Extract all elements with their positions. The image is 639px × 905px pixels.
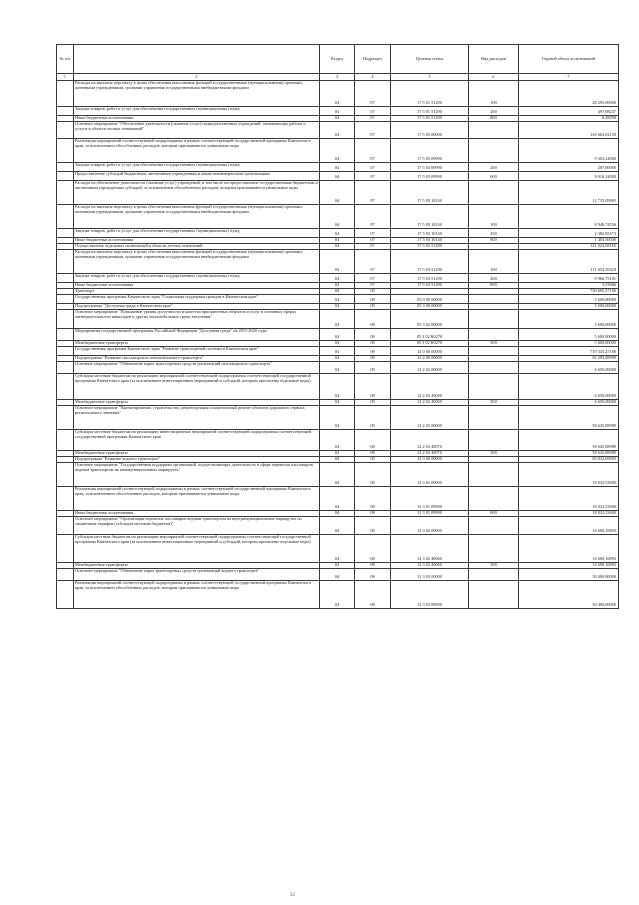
row-vid — [469, 139, 519, 163]
table-row — [57, 374, 619, 400]
row-name: Закупка товаров, работ и услуг для обеспечения государственных (муниципальных) нужд — [74, 163, 320, 172]
row-celevaya: 17 5 03 51290 — [391, 283, 469, 289]
row-name: Основное мероприятие "Обновление парка транспортных средств организаций пассажирского транспорта" — [74, 362, 320, 374]
row-num — [57, 487, 74, 511]
row-sum: 111 654,39318 — [519, 250, 619, 274]
row-num — [57, 310, 74, 329]
row-vid: 200 — [469, 163, 519, 172]
row-num — [57, 463, 74, 487]
row-celevaya: 05 3 02 00000 — [391, 310, 469, 329]
row-podrazdel: 07 — [355, 205, 391, 229]
row-celevaya: 17 5 03 09990 — [391, 172, 469, 181]
row-celevaya: 17 5 03 00000 — [391, 122, 469, 139]
row-name: Субсидии местным бюджетам на реализацию мероприятий соответствующей подпрограммы соответствующей государственной программы Камчатского края (за исключением инвестиционных мероприятий и субсидий, которым присвоены отдельные коды) — [74, 535, 320, 563]
table-row — [57, 406, 619, 430]
row-celevaya: 17 5 03 10140 — [391, 181, 469, 205]
row-celevaya: 17 5 01 51290 — [391, 107, 469, 116]
row-name: Мероприятия государственной программы Российской Федерации "Доступная среда" на 2011-2020 годы — [74, 329, 320, 341]
row-num — [57, 581, 74, 609]
row-name: Осуществление отдельных полномочий в области лесных отношений — [74, 244, 320, 250]
row-vid: 200 — [469, 229, 519, 238]
row-razdel: 04 — [320, 289, 355, 295]
row-celevaya: 17 5 03 51290 — [391, 250, 469, 274]
row-vid: 800 — [469, 116, 519, 122]
row-podrazdel: 08 — [355, 517, 391, 535]
row-podrazdel: 08 — [355, 563, 391, 569]
row-celevaya: 17 5 01 51290 — [391, 116, 469, 122]
table-row — [57, 163, 619, 172]
header-obem: Годовой объем ассигнований — [519, 45, 619, 74]
column-number-row — [57, 74, 619, 81]
table-row — [57, 181, 619, 205]
row-razdel: 04 — [320, 329, 355, 341]
row-celevaya: 12 2 03 40070 — [391, 451, 469, 457]
row-celevaya: 17 5 03 10140 — [391, 238, 469, 244]
row-vid — [469, 430, 519, 451]
row-podrazdel: 07 — [355, 181, 391, 205]
row-razdel: 04 — [320, 229, 355, 238]
table-row — [57, 487, 619, 511]
row-vid: 100 — [469, 250, 519, 274]
row-celevaya: 12 2 03 40070 — [391, 430, 469, 451]
table-row — [57, 581, 619, 609]
row-vid — [469, 517, 519, 535]
row-sum: 65 295,88989 — [519, 356, 619, 362]
row-sum: 5 600,00000 — [519, 295, 619, 304]
row-num — [57, 163, 74, 172]
row-razdel: 04 — [320, 581, 355, 609]
row-num — [57, 535, 74, 563]
row-sum: 8 948,74556 — [519, 205, 619, 229]
row-razdel: 04 — [320, 535, 355, 563]
row-num — [57, 329, 74, 341]
row-sum: 6 650,00000 — [519, 400, 619, 406]
row-sum: 28 295,90000 — [519, 81, 619, 107]
row-razdel: 04 — [320, 362, 355, 374]
row-razdel: 04 — [320, 205, 355, 229]
table-row — [57, 229, 619, 238]
row-celevaya: 05 3 02 R0270 — [391, 329, 469, 341]
row-podrazdel: 08 — [355, 451, 391, 457]
row-vid: 500 — [469, 563, 519, 569]
row-vid — [469, 310, 519, 329]
row-name: Иные бюджетные ассигнования — [74, 283, 320, 289]
table-row — [57, 274, 619, 283]
row-razdel: 04 — [320, 295, 355, 304]
row-podrazdel: 08 — [355, 457, 391, 463]
table-header-row — [57, 45, 619, 74]
row-podrazdel: 08 — [355, 362, 391, 374]
row-sum: 2 382,85373 — [519, 229, 619, 238]
row-razdel: 04 — [320, 172, 355, 181]
row-razdel: 04 — [320, 374, 355, 400]
row-celevaya: 12 2 02 40060 — [391, 400, 469, 406]
row-sum: 5 600,00000 — [519, 329, 619, 341]
row-podrazdel: 08 — [355, 347, 391, 356]
row-celevaya: 12 3 01 09990 — [391, 487, 469, 511]
row-celevaya: 12 3 00 00000 — [391, 457, 469, 463]
table-row — [57, 463, 619, 487]
row-podrazdel: 08 — [355, 487, 391, 511]
row-razdel: 04 — [320, 181, 355, 205]
row-name: Транспорт — [74, 289, 320, 295]
row-sum: 1 403,50036 — [519, 238, 619, 244]
table-row — [57, 172, 619, 181]
row-vid — [469, 295, 519, 304]
row-podrazdel: 07 — [355, 107, 391, 116]
header-podrazdel: Подраздел — [355, 45, 391, 74]
row-num — [57, 362, 74, 374]
row-vid — [469, 122, 519, 139]
row-razdel: 04 — [320, 341, 355, 347]
row-num — [57, 295, 74, 304]
row-name: Реализация мероприятий соответствующей подпрограммы в рамках соответствующей государственной программы Камчатского края, за исключением обособленных расходов, которым присваиваются уникальные коды — [74, 581, 320, 609]
row-vid — [469, 329, 519, 341]
row-num — [57, 139, 74, 163]
table-row — [57, 122, 619, 139]
budget-table — [56, 44, 619, 609]
row-razdel: 04 — [320, 116, 355, 122]
row-sum: 497,08237 — [519, 107, 619, 116]
row-celevaya: 12 3 02 40060 — [391, 563, 469, 569]
row-vid — [469, 347, 519, 356]
row-podrazdel: 08 — [355, 341, 391, 347]
row-razdel: 04 — [320, 107, 355, 116]
row-razdel: 04 — [320, 274, 355, 283]
row-num — [57, 229, 74, 238]
row-sum: 9 016,24000 — [519, 172, 619, 181]
row-celevaya: 12 2 00 00000 — [391, 356, 469, 362]
row-razdel: 04 — [320, 569, 355, 581]
row-celevaya: 17 5 03 51290 — [391, 244, 469, 250]
row-name: Субсидии местным бюджетам на реализацию мероприятий соответствующей подпрограммы соответствующей государственной программы Камчатского края (за исключением инвестиционных мероприятий и субсидий, которым присвоены отдельные коды) — [74, 374, 320, 400]
row-podrazdel: 07 — [355, 139, 391, 163]
row-name: Закупка товаров, работ и услуг для обеспечения государственных (муниципальных) нужд — [74, 229, 320, 238]
row-celevaya: 12 2 02 00000 — [391, 362, 469, 374]
header-vid: Вид расходов — [469, 45, 519, 74]
row-num — [57, 274, 74, 283]
row-razdel: 04 — [320, 430, 355, 451]
row-num — [57, 205, 74, 229]
row-vid — [469, 535, 519, 563]
row-podrazdel: 07 — [355, 122, 391, 139]
row-name: Межбюджетные трансферты — [74, 451, 320, 457]
row-podrazdel: 08 — [355, 581, 391, 609]
row-vid: 100 — [469, 205, 519, 229]
table-row — [57, 107, 619, 116]
row-num — [57, 250, 74, 274]
row-razdel: 04 — [320, 244, 355, 250]
row-celevaya: 17 5 03 10140 — [391, 229, 469, 238]
row-celevaya: 17 5 01 51290 — [391, 81, 469, 107]
row-sum: 143 663,02150 — [519, 122, 619, 139]
row-celevaya: 12 2 03 00000 — [391, 406, 469, 430]
row-podrazdel: 08 — [355, 430, 391, 451]
row-name: Расходы на обеспечение деятельности (оказание услуг) учреждений, в том числе на предоставление государственным бюджетным и автономным учреждениям субсидий, за исключением обособленных расходов, которым присваиваются уникальные коды — [74, 181, 320, 205]
table-row — [57, 569, 619, 581]
row-razdel: 04 — [320, 451, 355, 457]
row-podrazdel: 07 — [355, 250, 391, 274]
row-sum: 83 032,69893 — [519, 457, 619, 463]
row-celevaya: 05 3 02 R0270 — [391, 341, 469, 347]
row-sum: 18 032,53000 — [519, 511, 619, 517]
row-vid: 800 — [469, 238, 519, 244]
row-num — [57, 406, 74, 430]
row-podrazdel: 08 — [355, 295, 391, 304]
col-number: 3 — [320, 74, 355, 81]
row-name: Основное мероприятие "Организация перевозок пассажиров водным транспортом на внутримуниципальных маршрутах по сниженным тарифам (субсидии местным бюджетам)" — [74, 517, 320, 535]
row-podrazdel: 08 — [355, 535, 391, 563]
row-celevaya: 05 3 00 00000 — [391, 304, 469, 310]
table-row — [57, 329, 619, 341]
row-name: Закупка товаров, работ и услуг для обеспечения государственных (муниципальных) нужд — [74, 107, 320, 116]
row-podrazdel: 08 — [355, 406, 391, 430]
row-razdel: 04 — [320, 81, 355, 107]
row-num — [57, 172, 74, 181]
row-podrazdel: 08 — [355, 310, 391, 329]
table-row — [57, 139, 619, 163]
col-number: 2 — [74, 74, 320, 81]
row-name: Расходы на выплаты персоналу в целях обеспечения выполнения функций государственными (муниципальными) органами, казенными учреждениями, органами управления государственными внебюджетными фондами — [74, 81, 320, 107]
row-celevaya: 17 5 03 09990 — [391, 163, 469, 172]
row-razdel: 04 — [320, 463, 355, 487]
row-sum: 287,00000 — [519, 163, 619, 172]
row-name: Основное мероприятие "Повышение уровня доступности и качества приоритетных объектов и услуг в основных сферах жизнедеятельности инвалидов и других маломобильных групп населения" — [74, 310, 320, 329]
header-num: № п/п — [57, 45, 74, 74]
row-vid — [469, 181, 519, 205]
row-podrazdel: 08 — [355, 400, 391, 406]
row-podrazdel: 08 — [355, 289, 391, 295]
row-sum: 6 650,00000 — [519, 374, 619, 400]
row-podrazdel: 08 — [355, 463, 391, 487]
row-razdel: 04 — [320, 511, 355, 517]
row-razdel: 04 — [320, 406, 355, 430]
row-sum: 18 032,53000 — [519, 463, 619, 487]
table-row — [57, 517, 619, 535]
row-num — [57, 122, 74, 139]
row-celevaya: 05 0 00 00000 — [391, 295, 469, 304]
row-razdel: 04 — [320, 163, 355, 172]
row-name: Основное мероприятие "Проектирование, строительство, реконструкция и капитальный ремонт объектов дорожного сервиса регионального значения" — [74, 406, 320, 430]
row-sum: 5 600,00000 — [519, 304, 619, 310]
row-podrazdel: 08 — [355, 374, 391, 400]
table-row — [57, 535, 619, 563]
table-row — [57, 295, 619, 304]
row-sum: 121 624,68165 — [519, 244, 619, 250]
row-name: Государственная программа Камчатского края "Социальная поддержка граждан в Камчатском крае" — [74, 295, 320, 304]
row-sum: 730 605,27106 — [519, 289, 619, 295]
row-vid: 800 — [469, 511, 519, 517]
col-number: 4 — [355, 74, 391, 81]
row-podrazdel: 07 — [355, 238, 391, 244]
row-razdel: 04 — [320, 283, 355, 289]
row-celevaya: 12 3 01 00000 — [391, 463, 469, 487]
row-vid — [469, 569, 519, 581]
row-razdel: 04 — [320, 238, 355, 244]
row-razdel: 04 — [320, 400, 355, 406]
row-name: Основное мероприятие "Обновление парка транспортных средств организаций водного транспорта" — [74, 569, 320, 581]
row-vid: 800 — [469, 283, 519, 289]
row-vid: 200 — [469, 274, 519, 283]
table-row — [57, 205, 619, 229]
row-num — [57, 569, 74, 581]
row-celevaya: 12 3 02 00000 — [391, 517, 469, 535]
row-name: Основное мероприятие "Обеспечение деятельности (оказание услуг) подведомственных учреждений, оказывающих работы и услуги в области лесных отношений" — [74, 122, 320, 139]
row-name: Основное мероприятие "Государственная поддержка организаций, осуществляющих деятельность в сфере перевозок пассажиров водным транспортом на межмуниципальных маршрутах" — [74, 463, 320, 487]
row-razdel: 04 — [320, 304, 355, 310]
row-sum: 719 335,27106 — [519, 347, 619, 356]
row-name: Реализация мероприятий соответствующей подпрограммы в рамках соответствующей государственной программы Камчатского края, за исключением обособленных расходов, которым присваиваются уникальные коды — [74, 487, 320, 511]
row-name: Межбюджетные трансферты — [74, 400, 320, 406]
row-razdel: 04 — [320, 122, 355, 139]
row-name: Подпрограмма "Развитие водного транспорта" — [74, 457, 320, 463]
row-sum: 14 600,16893 — [519, 563, 619, 569]
row-celevaya: 12 3 01 09990 — [391, 511, 469, 517]
row-podrazdel: 07 — [355, 244, 391, 250]
row-celevaya: 17 5 03 51290 — [391, 274, 469, 283]
table-row — [57, 362, 619, 374]
row-celevaya: 12 2 02 40060 — [391, 374, 469, 400]
row-celevaya: 17 5 03 09990 — [391, 139, 469, 163]
row-num — [57, 347, 74, 356]
row-sum: 0,48598 — [519, 116, 619, 122]
table-row — [57, 250, 619, 274]
row-podrazdel: 08 — [355, 329, 391, 341]
row-razdel: 04 — [320, 356, 355, 362]
row-podrazdel: 08 — [355, 356, 391, 362]
col-number: 5 — [391, 74, 469, 81]
col-number: 1 — [57, 74, 74, 81]
table-row — [57, 81, 619, 107]
row-name: Иные бюджетные ассигнования — [74, 238, 320, 244]
row-sum: 9 966,75181 — [519, 274, 619, 283]
row-podrazdel: 08 — [355, 304, 391, 310]
row-sum: 3,53666 — [519, 283, 619, 289]
row-name: Подпрограмма "Доступная среда в Камчатском крае" — [74, 304, 320, 310]
row-razdel: 04 — [320, 347, 355, 356]
row-name: Расходы на выплаты персоналу в целях обеспечения выполнения функций государственными (муниципальными) органами, казенными учреждениями, органами управления государственными внебюджетными фондами — [74, 250, 320, 274]
table-row — [57, 430, 619, 451]
row-vid — [469, 487, 519, 511]
table-row — [57, 347, 619, 356]
row-name: Подпрограмма "Развитие пассажирского автомобильного транспорта" — [74, 356, 320, 362]
row-num — [57, 374, 74, 400]
row-vid: 500 — [469, 341, 519, 347]
row-vid: 200 — [469, 107, 519, 116]
row-podrazdel: 07 — [355, 172, 391, 181]
row-podrazdel: 07 — [355, 163, 391, 172]
row-razdel: 04 — [320, 139, 355, 163]
row-razdel: 04 — [320, 487, 355, 511]
row-celevaya: 12 3 03 09990 — [391, 581, 469, 609]
row-podrazdel: 08 — [355, 511, 391, 517]
row-name: Иные бюджетные ассигнования — [74, 116, 320, 122]
row-num — [57, 107, 74, 116]
row-num — [57, 81, 74, 107]
row-vid — [469, 581, 519, 609]
row-vid: 500 — [469, 451, 519, 457]
row-vid: 500 — [469, 400, 519, 406]
row-name: Межбюджетные трансферты — [74, 341, 320, 347]
row-sum: 5 600,00000 — [519, 310, 619, 329]
row-podrazdel: 07 — [355, 116, 391, 122]
row-podrazdel: 07 — [355, 81, 391, 107]
row-celevaya: 12 3 02 40060 — [391, 535, 469, 563]
row-vid — [469, 463, 519, 487]
row-razdel: 04 — [320, 250, 355, 274]
row-vid — [469, 362, 519, 374]
col-number: 7 — [519, 74, 619, 81]
col-number: 6 — [469, 74, 519, 81]
row-razdel: 04 — [320, 310, 355, 329]
row-podrazdel: 08 — [355, 569, 391, 581]
row-num — [57, 181, 74, 205]
row-name: Государственная программа Камчатского края "Развитие транспортной системы в Камчатском крае" — [74, 347, 320, 356]
row-name: Предоставление субсидий бюджетным, автономным учреждениям и иным некоммерческим организациям — [74, 172, 320, 181]
row-vid — [469, 406, 519, 430]
row-name: Межбюджетные трансферты — [74, 563, 320, 569]
row-sum: 12 735,09965 — [519, 181, 619, 205]
header-celevaya: Целевая статья — [391, 45, 469, 74]
row-sum: 58 645,88989 — [519, 406, 619, 430]
row-vid: 100 — [469, 81, 519, 107]
row-sum: 58 645,88989 — [519, 451, 619, 457]
row-name: Закупка товаров, работ и услуг для обеспечения государственных (муниципальных) нужд — [74, 274, 320, 283]
row-sum: 5 600,00000 — [519, 341, 619, 347]
table-row — [57, 310, 619, 329]
row-celevaya: 12 0 00 00000 — [391, 347, 469, 356]
row-celevaya: 17 5 03 10140 — [391, 205, 469, 229]
row-razdel: 04 — [320, 457, 355, 463]
page-number: 32 — [290, 893, 295, 898]
row-name: Реализация мероприятий соответствующей подпрограммы в рамках соответствующей государственной программы Камчатского края, за исключением обособленных расходов, которым присваиваются уникальные коды — [74, 139, 320, 163]
row-sum: 50 400,00000 — [519, 569, 619, 581]
row-name: Иные бюджетные ассигнования — [74, 511, 320, 517]
row-celevaya: 12 3 03 00000 — [391, 569, 469, 581]
row-sum: 14 600,16893 — [519, 517, 619, 535]
row-podrazdel: 07 — [355, 283, 391, 289]
row-sum: 9 303,24000 — [519, 139, 619, 163]
row-podrazdel: 07 — [355, 274, 391, 283]
header-razdel: Раздел — [320, 45, 355, 74]
row-podrazdel: 07 — [355, 229, 391, 238]
row-name: Расходы на выплаты персоналу в целях обеспечения выполнения функций государственными (муниципальными) органами, казенными учреждениями, органами управления государственными внебюджетными фондами — [74, 205, 320, 229]
row-vid: 600 — [469, 172, 519, 181]
table-body — [57, 81, 619, 609]
row-sum: 6 650,00000 — [519, 362, 619, 374]
row-sum: 14 600,16893 — [519, 535, 619, 563]
header-name — [74, 45, 320, 74]
row-sum: 50 400,00000 — [519, 581, 619, 609]
row-razdel: 04 — [320, 563, 355, 569]
row-num — [57, 517, 74, 535]
row-num — [57, 430, 74, 451]
row-razdel: 04 — [320, 517, 355, 535]
row-sum: 18 032,53000 — [519, 487, 619, 511]
row-sum: 58 645,88989 — [519, 430, 619, 451]
row-name: Субсидии местным бюджетам на реализацию инвестиционных мероприятий соответствующей подпрограммы соответствующей государственной программы Камчатского края — [74, 430, 320, 451]
row-vid — [469, 374, 519, 400]
